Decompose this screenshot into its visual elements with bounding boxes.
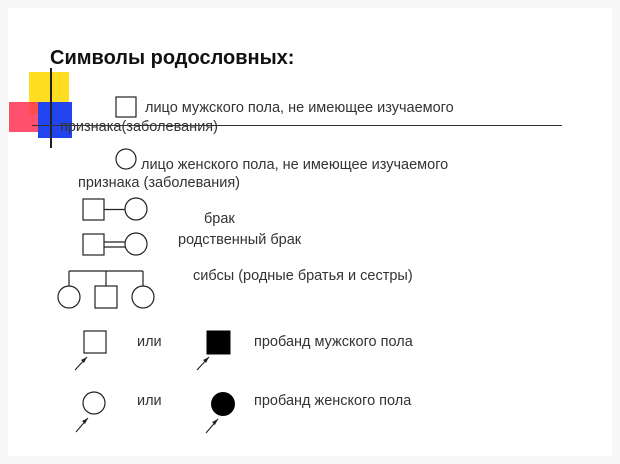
male-unaffected-text-line1: лицо мужского пола, не имеющее изучаемого <box>145 100 454 116</box>
female-proband-label: пробанд женского пола <box>254 393 412 409</box>
female-proband-filled-symbol <box>206 392 235 433</box>
pedigree-symbols <box>8 8 612 456</box>
female-proband-outline-symbol <box>76 392 105 432</box>
page-title: Символы родословных: <box>50 47 295 69</box>
male-proband-label: пробанд мужского пола <box>254 334 413 350</box>
male-proband-or: или <box>137 334 162 350</box>
male-proband-filled-symbol <box>197 331 230 370</box>
female-proband-or: или <box>137 393 162 409</box>
slide <box>8 8 612 456</box>
siblings-label: сибсы (родные братья и сестры) <box>193 268 413 284</box>
consanguineous-marriage-label: родственный брак <box>178 232 302 248</box>
female-symbol <box>116 149 136 169</box>
male-unaffected-text-line2: признака(заболевания) <box>60 119 218 135</box>
siblings-symbol <box>58 271 154 308</box>
female-unaffected-text-line2: признака (заболевания) <box>78 175 240 191</box>
marriage-symbol <box>83 198 147 220</box>
consanguineous-marriage-symbol <box>83 233 147 255</box>
female-unaffected-text-line1: лицо женского пола, не имеющее изучаемого <box>141 157 449 173</box>
male-proband-outline-symbol <box>75 331 106 370</box>
marriage-label: брак <box>204 211 235 227</box>
male-symbol <box>116 97 136 117</box>
